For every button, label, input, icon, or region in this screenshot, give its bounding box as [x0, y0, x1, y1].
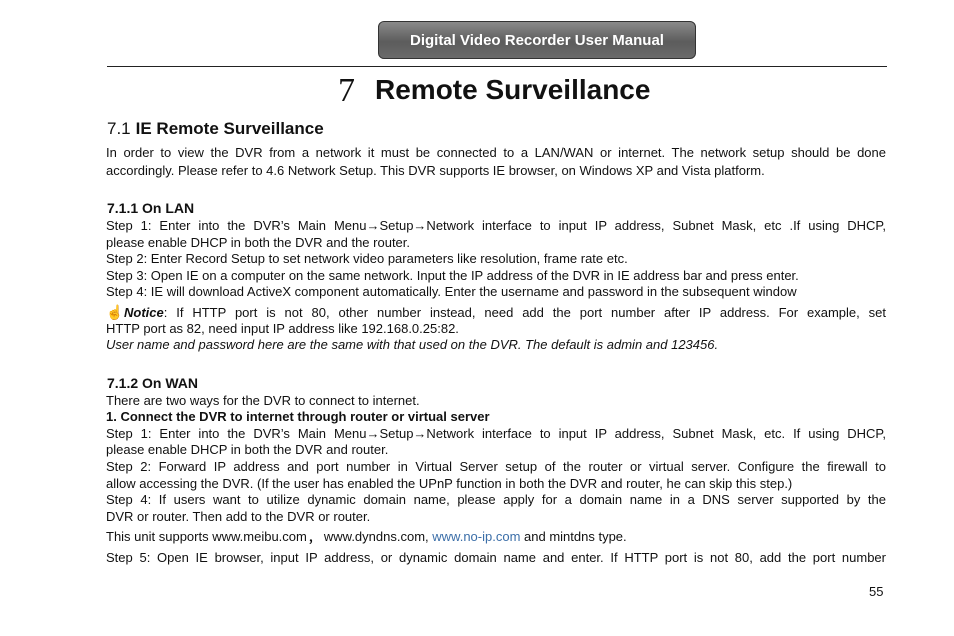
wan-step2-b: allow accessing the DVR. (If the user has enabled the UPnP function in both the DVR and router, he can skip this step.) [106, 476, 793, 491]
pointing-hand-icon: ☝ [106, 304, 124, 320]
lan-notice-line [106, 304, 886, 322]
header-rule [107, 66, 887, 67]
wan-step4-b: DVR or router. Then add to the DVR or router. [106, 509, 371, 524]
supports-dyndns: www.dyndns.com, [323, 529, 429, 544]
section-number: 7.1 [107, 119, 131, 138]
lan-step3: Step 3: Open IE on a computer on the same network. Input the IP address of the DVR in IE address bar and press enter. [106, 268, 799, 283]
wan-step1-b: please enable DHCP in both the DVR and router. [106, 442, 389, 457]
chapter-number: 7 [338, 72, 355, 109]
no-ip-link[interactable]: www.no-ip.com [432, 529, 521, 544]
wan-step2-a: Step 2: Forward IP address and port number in Virtual Server setup of the router or virtual server. Configure the firewall to [106, 459, 886, 474]
chapter-title [338, 70, 650, 108]
section-heading [107, 119, 324, 139]
supports-separator: ， [308, 529, 322, 544]
intro-line-2: accordingly. Please refer to 4.6 Network Setup. This DVR supports IE browser, on Windows XP and Vista platform. [106, 163, 765, 178]
wan-step4-a: Step 4: If users want to utilize dynamic domain name, please apply for a domain name in a DNS server supported by the [106, 492, 886, 507]
manual-title-badge: Digital Video Recorder User Manual [378, 21, 696, 59]
wan-heading: 7.1.2 On WAN [107, 375, 199, 391]
wan-intro: There are two ways for the DVR to connect to internet. [106, 393, 420, 408]
lan-step4: Step 4: IE will download ActiveX component automatically. Enter the username and password in the subsequent window [106, 284, 797, 299]
intro-line-1: In order to view the DVR from a network it must be connected to a LAN/WAN or internet. The network setup should be done [106, 145, 886, 160]
lan-step2: Step 2: Enter Record Setup to set network video parameters like resolution, frame rate etc. [106, 251, 628, 266]
lan-credentials-note: User name and password here are the same with that used on the DVR. The default is admin and 123456. [106, 337, 719, 352]
wan-step5: Step 5: Open IE browser, input IP address, or dynamic domain name and enter. If HTTP port is not 80, add the port number [106, 550, 886, 565]
lan-heading: 7.1.1 On LAN [107, 200, 195, 216]
notice-label: Notice [124, 305, 164, 320]
wan-step1-a: Step 1: Enter into the DVR’s Main Menu→Setup→Network interface to input IP address, Subnet Mask, etc. If using DHCP, [106, 426, 886, 441]
page-number: 55 [869, 584, 884, 599]
lan-step1-b: please enable DHCP in both the DVR and the router. [106, 235, 411, 250]
wan-supports-line [106, 529, 886, 546]
notice-text-a: : If HTTP port is not 80, other number instead, need add the port number after IP address. For example, set [163, 305, 886, 320]
lan-step1-a: Step 1: Enter into the DVR’s Main Menu→Setup→Network interface to input IP address, Subnet Mask, etc .If using DHCP, [106, 218, 886, 233]
supports-prefix: This unit supports www.meibu.com [106, 529, 307, 544]
wan-method1: 1. Connect the DVR to internet through router or virtual server [106, 409, 490, 424]
chapter-title-text: Remote Surveillance [375, 74, 651, 105]
section-title: IE Remote Surveillance [135, 119, 324, 138]
lan-notice-b: HTTP port as 82, need input IP address like 192.168.0.25:82. [106, 321, 459, 336]
supports-suffix: and mintdns type. [524, 529, 627, 544]
